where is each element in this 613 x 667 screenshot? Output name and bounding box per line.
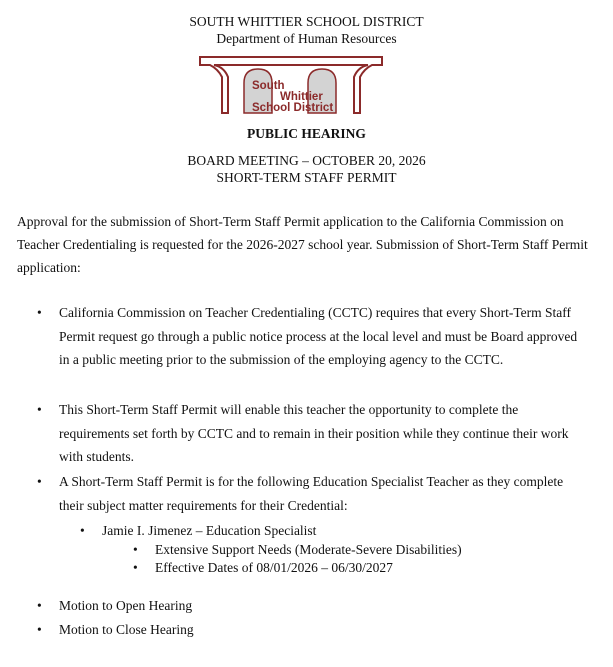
bullet-icon: • [37,305,42,320]
bullet-icon: • [37,598,42,613]
document-header [0,13,613,47]
logo-text-line2: Whittier [280,91,323,103]
bullet-icon: • [37,622,42,637]
list-item-text: A Short-Term Staff Permit is for the following Education Specialist Teacher as they complete their subject matter requirements for their Credential: [59,474,564,513]
bullet-icon: • [80,523,85,538]
intro-paragraph: Approval for the submission of Short-Term Staff Permit application to the California Commission on Teacher Credentialing is requested for the 2026-2027 school year. Submission of Short-Term Staff Permit application: [17,214,588,275]
teacher-name: Jamie I. Jimenez – Education Specialist [102,523,317,538]
board-meeting-date: BOARD MEETING – OCTOBER 20, 2026 [187,153,426,168]
logo-text-line3: School District [252,102,334,114]
bullet-icon: • [37,402,42,417]
department-name: Department of Human Resources [216,31,397,46]
district-logo-graphic [196,55,386,115]
district-name: SOUTH WHITTIER SCHOOL DISTRICT [189,14,424,29]
list-item-text: This Short-Term Staff Permit will enable this teacher the opportunity to complete the requirements set forth by CCTC and to remain in their position while they continue their work with students. [59,402,569,464]
list-item-text: California Commission on Teacher Credentialing (CCTC) requires that every Short-Term Staff Permit request go through a public notice process at the local level and must be Board approved in a public meeting prior to the submission of the employing agency to the CCTC. [59,305,578,367]
permit-title: SHORT-TERM STAFF PERMIT [216,170,397,185]
public-hearing-title: PUBLIC HEARING [247,126,366,141]
district-logo [196,55,386,115]
bullet-icon: • [133,560,138,575]
motion-open: Motion to Open Hearing [59,598,193,613]
bullet-icon: • [133,542,138,557]
teacher-detail: Effective Dates of 08/01/2026 – 06/30/2027 [155,560,393,575]
logo-text-line1: South [252,80,285,92]
teacher-detail: Extensive Support Needs (Moderate-Severe Disabilities) [155,542,462,557]
bullet-icon: • [37,474,42,489]
meeting-info [0,152,613,186]
motion-close: Motion to Close Hearing [59,622,194,637]
